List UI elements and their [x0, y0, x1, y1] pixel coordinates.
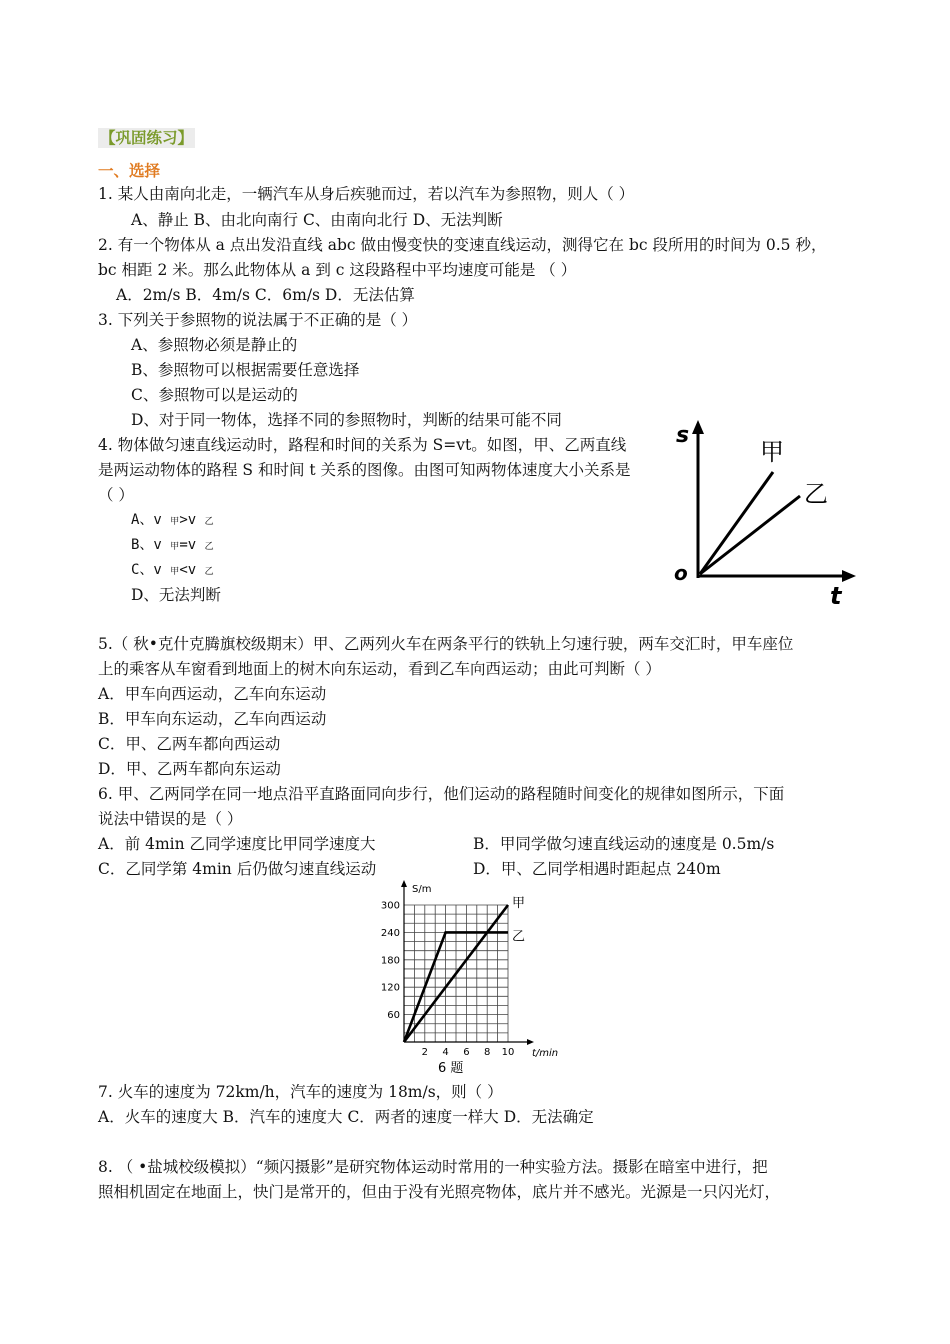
q5-option-a: A．甲车向西运动，乙车向东运动	[98, 685, 327, 703]
q6-y-axis-label: S/m	[412, 884, 432, 895]
q6-option-c: C．乙同学第 4min 后仍做匀速直线运动	[98, 860, 377, 878]
q3-option-b: B、参照物可以根据需要任意选择	[131, 361, 360, 379]
q5-option-b: B．甲车向东运动，乙车向西运动	[98, 710, 327, 728]
q1-stem: 1. 某人由南向北走，一辆汽车从身后疾驰而过，若以汽车为参照物，则人（ ）	[98, 185, 635, 203]
q3-option-a: A、参照物必须是静止的	[131, 336, 298, 354]
q6-x-tick-label: 8	[484, 1047, 491, 1058]
section-title: 一、选择	[98, 162, 161, 180]
q4-line-yi	[700, 496, 800, 574]
q2-options: A．2m/s B．4m/s C．6m/s D．无法估算	[116, 286, 415, 304]
q8-stem-line1: 8. （ •盐城校级模拟）“频闪摄影”是研究物体运动时常用的一种实验方法。摄影在暗室中进行，把	[98, 1158, 768, 1176]
q6-x-tick-label: 10	[501, 1047, 515, 1058]
q4-origin-label: o	[674, 561, 688, 585]
q6-x-axis-label: t/min	[532, 1048, 559, 1059]
q6-y-arrow-icon	[401, 880, 407, 887]
q4-option-c: C、v 甲<v 乙	[131, 562, 214, 578]
q5-option-c: C．甲、乙两车都向西运动	[98, 735, 281, 753]
q6-y-tick-label: 240	[380, 927, 400, 939]
q6-option-a: A．前 4min 乙同学速度比甲同学速度大	[98, 835, 376, 853]
q4-stem-line2: 是两运动物体的路程 S 和时间 t 关系的图像。由图可知两物体速度大小关系是	[98, 461, 631, 479]
q4-stem-line1: 4. 物体做匀速直线运动时，路程和时间的关系为 S=vt。如图，甲、乙两直线	[98, 436, 627, 454]
q1-options: A、静止 B、由北向南行 C、由南向北行 D、无法判断	[131, 211, 503, 229]
q7-stem: 7. 火车的速度为 72km/h，汽车的速度为 18m/s，则（ ）	[98, 1083, 503, 1101]
q6-caption: 6 题	[438, 1061, 464, 1076]
q2-stem-line1: 2. 有一个物体从 a 点出发沿直线 abc 做由慢变快的变速直线运动，测得它在 bc 段所用的时间为 0.5 秒，	[98, 236, 827, 254]
q6-stem-line1: 6. 甲、乙两同学在同一地点沿平直路面同向步行，他们运动的路程随时间变化的规律如图所示，下面	[98, 785, 785, 803]
q7-options: A．火车的速度大 B．汽车的速度大 C．两者的速度一样大 D．无法确定	[98, 1108, 594, 1126]
q6-distance-time-chart	[364, 878, 584, 1078]
q6-option-b: B．甲同学做匀速直线运动的速度是 0.5m/s	[473, 835, 775, 853]
q6-x-tick-label: 4	[442, 1047, 449, 1058]
q3-option-c: C、参照物可以是运动的	[131, 386, 298, 404]
q6-y-tick-label: 180	[380, 955, 400, 967]
q4-y-arrow-icon	[692, 420, 704, 434]
q4-x-arrow-icon	[842, 570, 856, 582]
exercise-header: 【巩固练习】	[100, 129, 194, 147]
q2-stem-line2: bc 相距 2 米。那么此物体从 a 到 c 这段路程中平均速度可能是 （ ）	[98, 261, 577, 279]
q6-y-tick-label: 60	[387, 1010, 400, 1022]
q4-x-label: t	[830, 582, 842, 610]
q4-option-d: D、无法判断	[131, 586, 221, 604]
q6-x-tick-label: 2	[421, 1047, 428, 1058]
q4-st-graph	[668, 418, 868, 610]
q4-y-label: s	[676, 423, 690, 448]
q5-option-d: D．甲、乙两车都向东运动	[98, 760, 281, 778]
q6-x-tick-label: 6	[463, 1047, 470, 1058]
q5-stem-line1: 5.（ 秋•克什克腾旗校级期末）甲、乙两列火车在两条平行的铁轨上匀速行驶，两车交汇时，甲车座位	[98, 635, 794, 653]
q4-stem-line3: （ ）	[98, 486, 134, 504]
q6-y-tick-label: 120	[380, 982, 400, 994]
q4-line-jia	[700, 472, 773, 574]
q6-x-arrow-icon	[527, 1039, 534, 1045]
q8-stem-line2: 照相机固定在地面上，快门是常开的，但由于没有光照亮物体，底片并不感光。光源是一只闪光灯，	[98, 1183, 781, 1201]
q6-option-d: D．甲、乙同学相遇时距起点 240m	[473, 860, 721, 878]
q5-stem-line2: 上的乘客从车窗看到地面上的树木向东运动，看到乙车向西运动；由此可判断（ ）	[98, 660, 661, 678]
q4-option-b: B、v 甲=v 乙	[131, 537, 214, 553]
q6-series-label: 乙	[512, 929, 526, 945]
q3-stem: 3. 下列关于参照物的说法属于不正确的是（ ）	[98, 311, 418, 329]
q4-line2-label: 乙	[804, 480, 828, 508]
q6-series-label: 甲	[512, 896, 526, 911]
q4-option-a: A、v 甲>v 乙	[131, 512, 214, 528]
q6-y-tick-label: 300	[380, 900, 400, 912]
q3-option-d: D、对于同一物体，选择不同的参照物时，判断的结果可能不同	[131, 411, 562, 429]
q6-stem-line2: 说法中错误的是（ ）	[98, 810, 243, 828]
q4-line1-label: 甲	[760, 438, 784, 466]
